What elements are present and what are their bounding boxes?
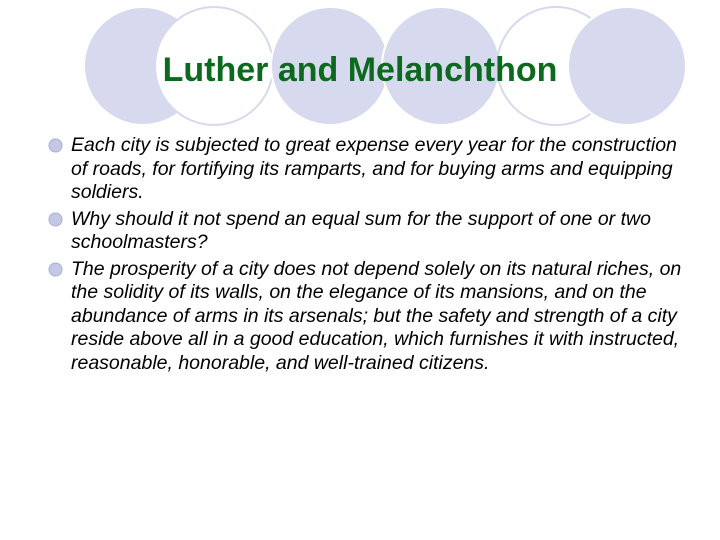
disc-bullet-icon xyxy=(48,212,63,227)
disc-bullet-icon xyxy=(48,138,63,153)
bullet-text: The prosperity of a city does not depend solely on its natural riches, on the solidity of its walls, on the elegance of its mansions, and on the abundance of arms in its arsenals; but the safety and strength of a city reside above all in a good education, which furnishes it with instructed, reasonable, honorable, and well-trained citizens. xyxy=(71,257,682,374)
bullet-list xyxy=(48,134,684,378)
bullet-item xyxy=(48,208,684,255)
bullet-text: Each city is subjected to great expense every year for the construction of roads, for fortifying its ramparts, and for buying arms and equipping soldiers. xyxy=(71,134,677,203)
slide-title: Luther and Melanchthon xyxy=(162,51,558,89)
bullet-text: Why should it not spend an equal sum for the support of one or two schoolmasters? xyxy=(71,207,651,253)
disc-bullet-icon xyxy=(48,262,63,277)
bullet-item xyxy=(48,134,684,205)
bullet-item xyxy=(48,258,684,376)
